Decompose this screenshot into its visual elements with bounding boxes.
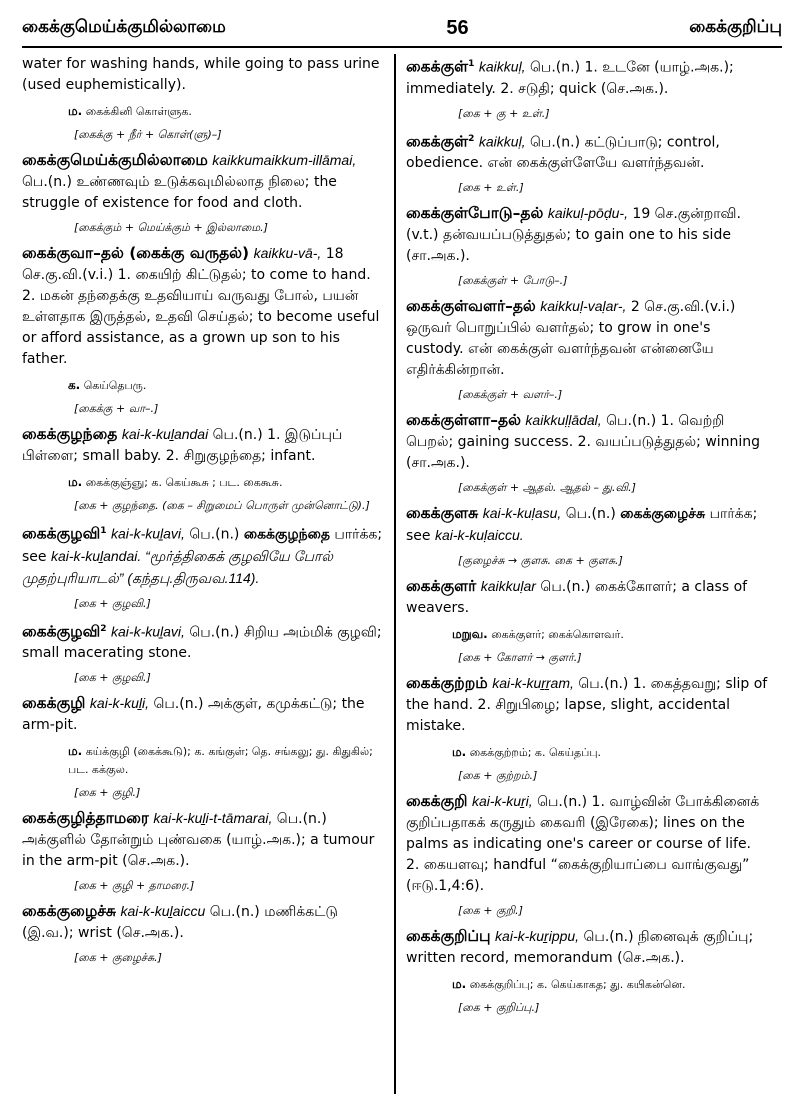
left-running-headword: கைக்குமெய்க்குமில்லாமை — [22, 17, 226, 37]
dictionary-entry — [22, 693, 384, 802]
headword: கைக்குள் — [406, 57, 469, 76]
romanization: kaikkuḷ, — [478, 133, 526, 150]
etymology: [கை + குறிப்பு.] — [458, 1001, 540, 1015]
etymology: [கை + கோளர் → குளர்.] — [458, 651, 582, 665]
etymology: [கை + குழந்தை. (கை – சிறுமைப் பொருள் முன்னொட்டு).] — [74, 499, 370, 512]
etymology: [கைக்கு + வா–.] — [74, 402, 159, 415]
etymology: [கை + குழி.] — [74, 786, 141, 800]
dictionary-entry: கைக்குழவி$^1$ kai-k-kuḻavi, பெ.(n.) கைக்குழந்தை பார்க்க; see kai-k-kuḻandai. “மூர்த்திகைக் குழவியே போல் முதற்புரியாடல்” (கந்தபு.திருவவ.114). [கை + குழவி.] — [22, 521, 384, 613]
dictionary-entry — [406, 926, 768, 1017]
dictionary-entry — [22, 150, 384, 237]
definition: பெ.(n.) 1. கைத்தவறு; slip of the hand. 2. சிறுபிழை; lapse, slight, accidental mistake. — [406, 676, 768, 735]
headword: கைக்குறிப்பு — [406, 927, 491, 946]
etymology: [கைக்குள் + வளர்–.] — [458, 388, 563, 402]
dictionary-entry — [22, 619, 384, 688]
headword: கைக்குள்போடு–தல் — [406, 204, 544, 223]
headword: கைக்குழவி — [22, 622, 101, 641]
headword: கைக்குழி — [22, 694, 86, 713]
quotation: “மூர்த்திகைக் குழவியே போல் முதற்புரியாடல்” (கந்தபு.திருவவ.114). — [22, 547, 333, 586]
definition: பெ.(n.) மணிக்கட்டு (இ.வ.); wrist (செ.அக.). — [22, 904, 338, 942]
etymology: [கைக்குள் + போடு–.] — [458, 274, 568, 288]
cross-reference: கைக்குழைச்சு — [620, 506, 706, 523]
etymology: [கை + குழவி.] — [74, 596, 151, 610]
dictionary-entry — [406, 54, 768, 123]
dictionary-entry — [22, 901, 384, 967]
romanization: kai-k-kuḻavi, — [111, 623, 185, 640]
romanization: kaikkuḷ-vaḷar-, — [540, 298, 627, 315]
etymology: [கை + குறி.] — [458, 904, 523, 918]
homonym-number: 2 — [468, 133, 475, 144]
homonym-number: 1 — [468, 59, 475, 69]
continued-definition: water for washing hands, while going to pass urine (used euphemistically). — [22, 56, 380, 93]
definition: பெ.(n.) அக்குளில் தோன்றும் புண்வகை (யாழ்.அக.); a tumour in the arm-pit (செ.அக.). — [22, 811, 375, 870]
definition: பெ.(n.) நினைவுக் குறிப்பு; written record, memorandum (செ.அக.). — [406, 929, 754, 967]
definition: பெ.(n.) கட்டுப்பாடு; control, obedience. என் கைக்குள்ளேயே வளர்ந்தவன். — [406, 134, 720, 172]
headword: கைக்குள் — [406, 132, 469, 151]
headword: கைக்குழவி — [22, 524, 101, 543]
dictionary-entry — [406, 129, 768, 198]
romanization: kaikkuḷ, — [478, 58, 526, 75]
cognates: ம. கைக்குஞ்ஞு; க. கெய்கூசு ; பட. கைகூசு. — [68, 475, 283, 489]
etymology: [குழைச்சு → குளசு. கை + குளசு.] — [458, 554, 623, 568]
headword: கைக்குறி — [406, 792, 468, 811]
definition: பெ.(n.) அக்குள், கமுக்கட்டு; the arm-pit. — [22, 696, 365, 734]
definition: பெ.(n.) 1. இடுப்புப் பிள்ளை; small baby. 2. சிறுகுழந்தை; infant. — [22, 427, 343, 464]
cross-reference-roman: kai-k-kuḷaiccu. — [434, 527, 524, 544]
etymology: [கை + குழைச்சு.] — [74, 951, 162, 965]
dictionary-entry — [22, 424, 384, 515]
etymology: [கைக்கும் + மெய்க்கும் + இல்லாமை.] — [74, 221, 268, 234]
definition: பெ.(n.) 1. வெற்றி பெறல்; gaining success. 2. வயப்படுத்துதல்; winning (சா.அக.). — [406, 413, 761, 472]
headword: கைக்குழைச்சு — [22, 902, 117, 921]
etymology: [கைக்குள் + ஆதல். ஆதல் – து.வி.] — [458, 481, 636, 495]
dictionary-entry — [406, 410, 768, 497]
romanization: kai-k-kuḻavi, — [111, 525, 185, 542]
romanization: kaikkuḷar — [480, 578, 536, 595]
headword: கைக்குற்றம் — [406, 674, 488, 693]
headword: கைக்குள்ளா–தல் — [406, 411, 521, 430]
dictionary-entry — [406, 576, 768, 667]
romanization: kai-k-kuḷasu, — [482, 505, 562, 522]
definition: 19 செ.குன்றாவி.(v.t.) தன்வயப்படுத்துதல்; to gain one to his side (சா.அக.). — [406, 206, 741, 265]
romanization: kai-k-kuḻi, — [89, 695, 150, 712]
right-column — [396, 54, 768, 1094]
homonym-number: 1 — [100, 526, 107, 536]
romanization: kai-k-kuṟippu, — [495, 928, 580, 945]
definition: 18 செ.கு.வி.(v.i.) 1. கையிற் கிட்டுதல்; to come to hand. 2. மகன் தந்தைக்கு உதவியாய் வருவது போல், பயன் உள்ளதாக இருத்தல், உதவி செய்தல்; to become useful or afford assistance, as a grown up son to his father. — [22, 246, 380, 367]
definition: 2 செ.கு.வி.(v.i.) ஒருவர் பொறுப்பில் வளர்தல்; to grow in one's custody. என் கைக்குள் வளர்ந்தவன் என்னையே எதிர்க்கின்றான். — [406, 299, 736, 379]
cognates: மறுவ. கைக்குளர்; கைக்கொளவர். — [452, 627, 624, 642]
cognates: ம. கைக்குற்றம்; க. கெய்தப்பு. — [452, 745, 602, 760]
etymology: [கை + உள்.] — [458, 181, 524, 195]
headword: கைக்குளசு — [406, 504, 479, 523]
right-running-headword: கைக்குறிப்பு — [689, 17, 782, 37]
definition: பெ.(n.) 1. வாழ்வின் போக்கினைக் குறிப்பதாகக் கருதும் கைவரி (இரேகை); lines on the palms as indicating one's career or course of life. 2. கையளவு; handful “கைக்குறியாப்பை வாங்குவது” (ஈடு.1,4:6). — [406, 794, 760, 895]
dictionary-entry — [406, 791, 768, 920]
dictionary-entry — [406, 203, 768, 290]
cognates: க. கெய்தெபரு. — [68, 378, 147, 392]
definition: பெ.(n.) 1. உடனே (யாழ்.அக.); immediately. 2. சடுதி; quick (செ.அக.). — [406, 59, 734, 97]
cross-reference-roman: kai-k-kuḻandai. — [50, 547, 142, 564]
headword: கைக்குளர் — [406, 577, 477, 596]
dictionary-entry — [22, 243, 384, 418]
dictionary-entry — [22, 808, 384, 895]
cognates: ம. கைக்குறிப்பு; க. கெய்காகத; து. கயிகன்னெ. — [452, 977, 686, 992]
romanization: kaikkuḷḷādal, — [525, 412, 602, 429]
two-column-body — [22, 54, 782, 1094]
etymology: [கை + குற்றம்.] — [458, 769, 538, 783]
headword: கைக்குழித்தாமரை — [22, 809, 149, 828]
cross-reference: கைக்குழந்தை — [243, 526, 330, 543]
romanization: kai-k-kuṟṟam, — [492, 675, 574, 692]
romanization: kaikkumaikkum-illāmai, — [212, 152, 357, 168]
definition: பெ.(n.) உண்ணவும் உடுக்கவுமில்லாத நிலை; the struggle of existence for food and cloth. — [22, 174, 337, 211]
definition: பெ.(n.) கைக்கோளர்; a class of weavers. — [406, 579, 748, 617]
etymology: [கை + கு + உள்.] — [458, 106, 550, 120]
definition: பெ.(n.) சிறிய அம்மிக் குழவி; small macerating stone. — [22, 624, 382, 662]
cognates: ம. கைக்கினி கொள்ளுக. — [68, 104, 192, 118]
homonym-number: 2 — [100, 623, 107, 634]
left-column — [22, 54, 394, 1094]
dictionary-entry — [406, 296, 768, 404]
romanization: kai-k-kuḻandai — [121, 426, 209, 442]
headword: கைக்குள்வளர்–தல் — [406, 297, 536, 316]
etymology: [கை + குழி + தாமரை.] — [74, 879, 195, 893]
romanization: kaikku-vā-, — [253, 245, 322, 261]
dictionary-entry: கைக்குளசு kai-k-kuḷasu, பெ.(n.) கைக்குழைச்சு பார்க்க; see kai-k-kuḷaiccu. [குழைச்சு → குளசு. கை + குளசு.] — [406, 503, 768, 570]
headword: கைக்குழந்தை — [22, 425, 118, 443]
romanization: kaikuḷ-pōḍu-, — [547, 205, 628, 222]
etymology: [கைக்கு + நீர் + கொள்(ளு)–] — [74, 128, 222, 141]
page-header — [22, 10, 782, 48]
dictionary-entry — [406, 673, 768, 785]
etymology: [கை + குழவி.] — [74, 671, 151, 685]
page-number: 56 — [446, 16, 469, 39]
romanization: kai-k-kuṟi, — [471, 793, 533, 810]
headword: கைக்குவா–தல் (கைக்கு வருதல்) — [22, 244, 250, 262]
romanization: kai-k-kuḻi-t-tāmarai, — [153, 810, 273, 827]
headword: கைக்குமெய்க்குமில்லாமை — [22, 151, 208, 169]
cognates: ம. கய்க்குழி (கைக்கூடு); க. கங்குள்; தெ. சங்கலு; து. கிதுகில்; பட. கக்குல. — [68, 744, 373, 777]
romanization: kai-k-kuḻaiccu — [120, 903, 206, 920]
